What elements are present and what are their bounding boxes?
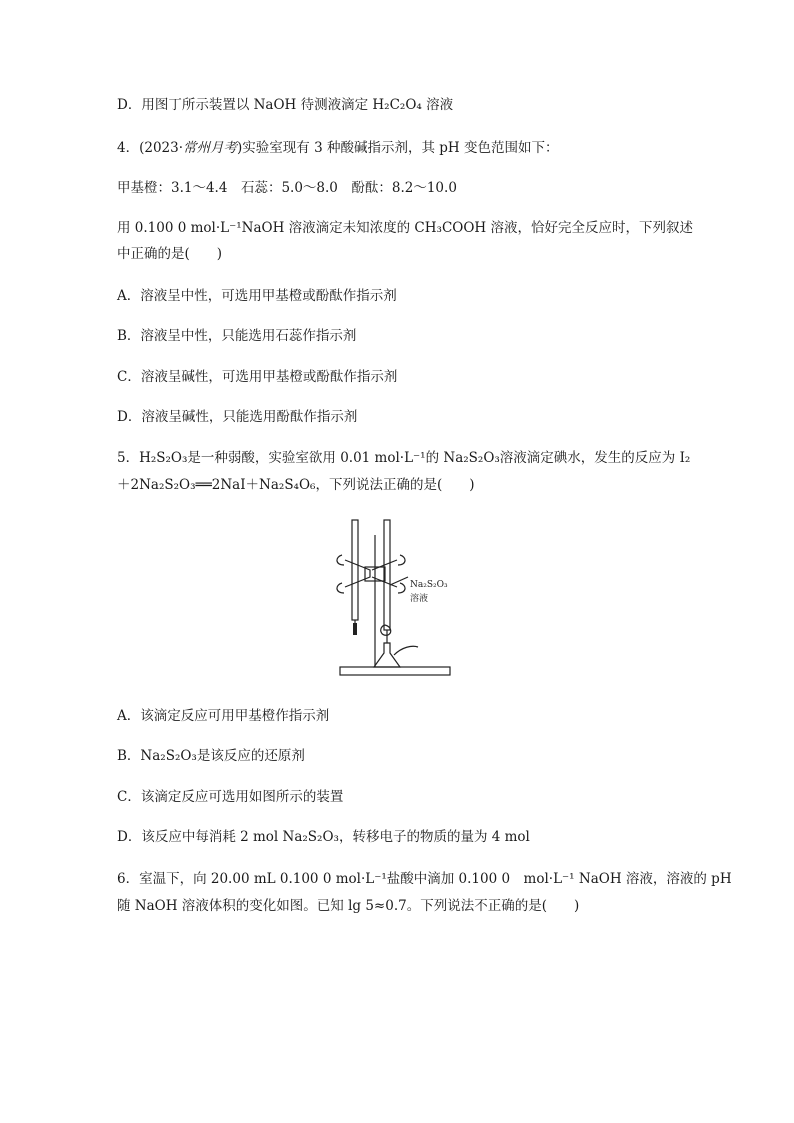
- q5-stem-line-1: 5．H₂S₂O₃是一种弱酸，实验室欲用 0.01 mol·L⁻¹的 Na₂S₂O₃溶液滴定碘水，发生的反应为 I₂: [117, 450, 691, 466]
- q4-stem-prefix: 4．(2023·: [117, 140, 184, 156]
- left-burette: [352, 520, 358, 620]
- conical-flask: [374, 643, 400, 667]
- q4-option-b: B．溶液呈中性，只能选用石蕊作指示剂: [117, 328, 357, 344]
- q4-option-d: D．溶液呈碱性，只能选用酚酞作指示剂: [117, 409, 358, 425]
- q4-option-a: A．溶液呈中性，可选用甲基橙或酚酞作指示剂: [117, 288, 397, 304]
- q6-stem-line-2: 随 NaOH 溶液体积的变化如图。已知 lg 5≈0.7。下列说法不正确的是( ): [117, 898, 580, 914]
- burette-clamp: [345, 560, 397, 587]
- q4-question-line-1: 用 0.100 0 mol·L⁻¹NaOH 溶液滴定未知浓度的 CH₃COOH 溶液，恰好完全反应时，下列叙述: [117, 220, 693, 236]
- q5-option-c: C．该滴定反应可选用如图所示的装置: [117, 789, 344, 805]
- q6-stem-line-1: 6．室温下，向 20.00 mL 0.100 0 mol·L⁻¹盐酸中滴加 0.100 0 mol·L⁻¹ NaOH 溶液，溶液的 pH: [117, 871, 732, 887]
- q5-option-a: A．该滴定反应可用甲基橙作指示剂: [117, 708, 330, 724]
- figure-label-reagent: Na₂S₂O₃: [410, 580, 448, 590]
- q4-stem-suffix: )实验室现有 3 种酸碱指示剂，其 pH 变色范围如下：: [237, 140, 559, 156]
- q4-indicators: 甲基橙：3.1～4.4 石蕊：5.0～8.0 酚酞：8.2～10.0: [117, 180, 457, 196]
- q5-stem-line-2: ＋2Na₂S₂O₃══2NaI＋Na₂S₄O₆，下列说法正确的是( ): [117, 477, 475, 493]
- q5-option-d: D．该反应中每消耗 2 mol Na₂S₂O₃，转移电子的物质的量为 4 mol: [117, 829, 530, 845]
- titration-apparatus-figure: [330, 515, 460, 680]
- q3-option-d: D．用图丁所示装置以 NaOH 待测液滴定 H₂C₂O₄ 溶液: [117, 97, 454, 113]
- figure-label-solution: 溶液: [410, 594, 429, 604]
- q4-stem-source: 常州月考: [183, 140, 238, 156]
- stand-base: [340, 667, 450, 675]
- q4-option-c: C．溶液呈碱性，可选用甲基橙或酚酞作指示剂: [117, 369, 398, 385]
- q5-option-b: B．Na₂S₂O₃是该反应的还原剂: [117, 748, 305, 764]
- q4-question-line-2: 中正确的是( ): [117, 246, 223, 262]
- q4-stem: [117, 139, 558, 157]
